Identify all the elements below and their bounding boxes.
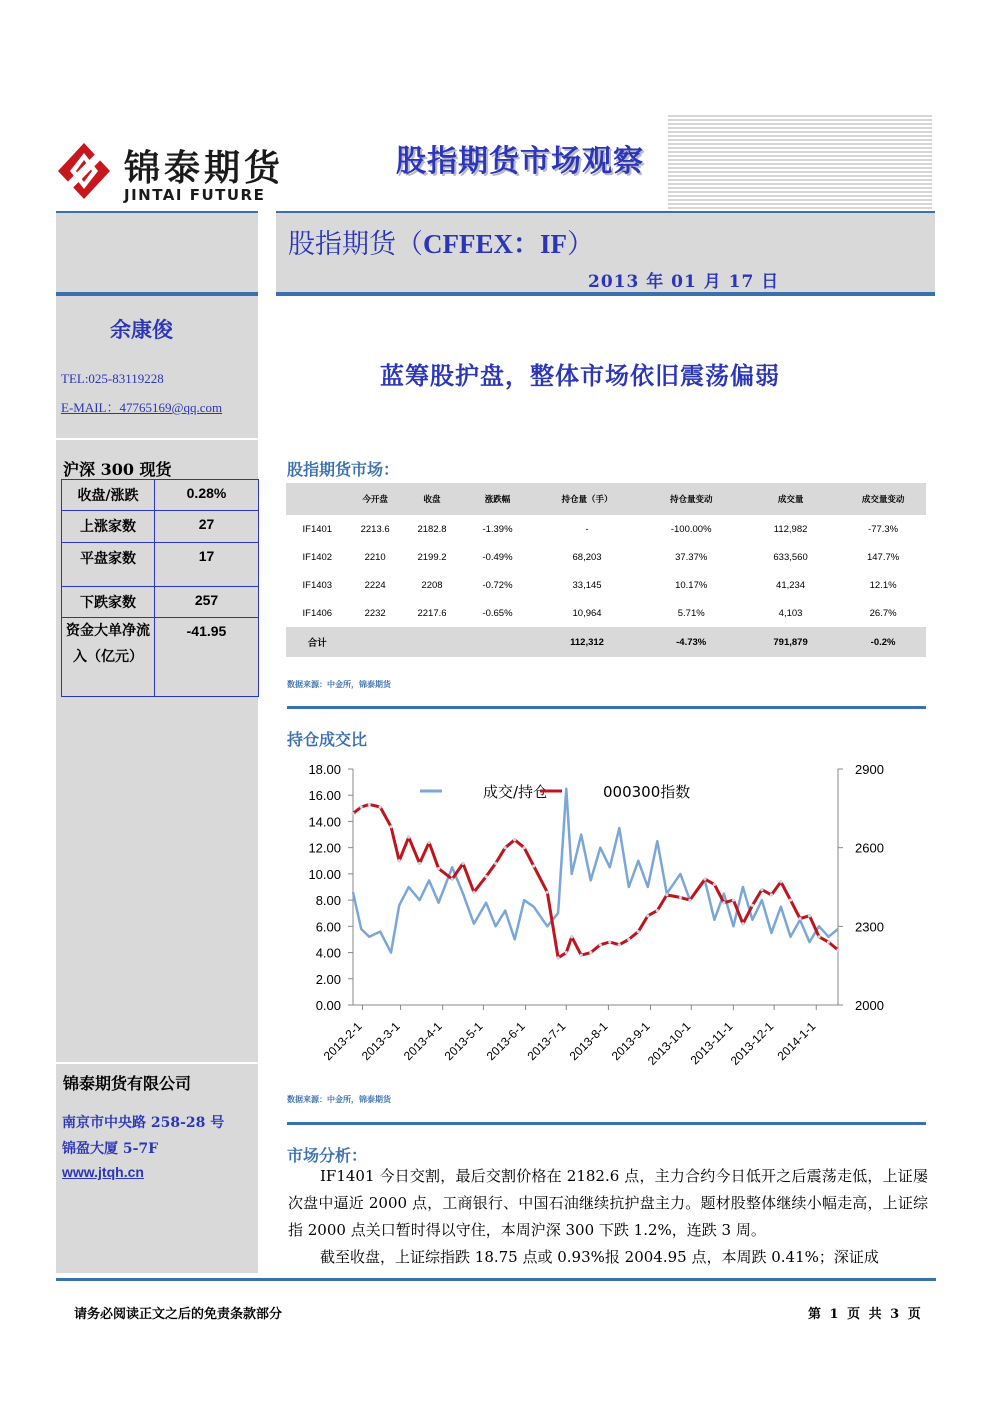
analysis-paragraph: 截至收盘，上证综指跌 18.75 点或 0.93%报 2004.95 点，本周跌 0.41%；深证成 [320, 1248, 879, 1266]
series-point-csi300 [827, 940, 830, 943]
series-point-csi300 [808, 914, 811, 917]
sidebar-rule [56, 292, 258, 296]
index-row [62, 618, 259, 697]
table-cell: 41,234 [776, 579, 806, 591]
futures-section-title: 股指期货市场： [287, 460, 400, 479]
subtitle-prefix: 股指期货（ [288, 229, 423, 260]
futures-table [286, 483, 926, 657]
table-total-row [286, 627, 926, 657]
table-cell [349, 627, 402, 657]
logo-english-name: JINTAI FUTURE [124, 186, 266, 204]
author-phone: TEL:025-83119228 [61, 371, 164, 386]
analysis-body [288, 1163, 928, 1271]
series-point-csi300 [557, 956, 560, 959]
decorative-stripes [668, 115, 932, 210]
logo-chinese-name: 锦泰期货 [124, 148, 285, 189]
sidebar-separator-lower [56, 1062, 258, 1064]
company-address-line1: 南京市中央路 258-28 号 [62, 1115, 225, 1131]
series-point-csi300 [817, 935, 820, 938]
report-title: 股指期货市场观察 [396, 144, 644, 179]
table-cell: 12.1% [869, 579, 897, 591]
index-row [62, 587, 259, 618]
table-cell: 68,203 [572, 551, 602, 563]
table-cell: -4.73% [641, 627, 741, 657]
section-rule [287, 706, 926, 709]
series-point-csi300 [688, 899, 691, 902]
y-left-tick-label: 10.00 [308, 866, 341, 882]
series-point-csi300 [437, 867, 440, 870]
series-point-csi300 [494, 862, 497, 865]
series-point-csi300 [472, 891, 475, 894]
series-point-csi300 [461, 862, 464, 865]
table-cell: -0.72% [482, 579, 513, 591]
x-tick-label: 2013-3-1 [358, 1019, 403, 1064]
table-cell [462, 627, 532, 657]
legend-label: 成交/持仓 [483, 783, 549, 801]
author-email-link[interactable]: E-MAIL：47765169@qq.com [61, 400, 223, 415]
index-stats-table [61, 479, 259, 697]
series-point-csi300 [760, 888, 763, 891]
y-left-tick-label: 16.00 [308, 788, 341, 804]
sidebar-top-rule [56, 211, 258, 213]
series-point-csi300 [646, 914, 649, 917]
table-cell: 2210 [364, 551, 386, 563]
table-cell: IF1403 [302, 579, 333, 591]
series-point-csi300 [407, 836, 410, 839]
index-value: -41.95 [155, 618, 259, 697]
table-cell: - [585, 523, 589, 535]
index-label: 平盘家数 [62, 543, 155, 587]
series-point-csi300 [608, 940, 611, 943]
company-logo-icon [58, 143, 110, 199]
table-cell: 合计 [286, 627, 349, 657]
y-left-tick-label: 12.00 [308, 840, 341, 856]
table-cell: 2208 [421, 579, 443, 591]
series-line-volume-ratio [353, 789, 838, 953]
col-header: 今开盘 [349, 483, 402, 515]
series-point-csi300 [836, 948, 839, 951]
x-tick-label: 2013-8-1 [566, 1019, 611, 1064]
table-cell: 10,964 [572, 607, 602, 619]
table-row [286, 571, 926, 599]
y-right-tick-label: 2300 [855, 919, 884, 935]
index-row [62, 543, 259, 587]
series-point-csi300 [504, 846, 507, 849]
series-point-csi300 [379, 805, 382, 808]
x-tick-label: 2013-11-1 [687, 1019, 736, 1068]
x-tick-label: 2013-9-1 [608, 1019, 653, 1064]
table-cell: 37.37% [675, 551, 708, 563]
subtitle-suffix: ） [567, 229, 594, 260]
company-website-link[interactable]: www.jtqh.cn [62, 1164, 144, 1180]
series-point-csi300 [565, 951, 568, 954]
y-left-tick-label: 18.00 [308, 762, 341, 777]
x-tick-label: 2013-12-1 [727, 1019, 777, 1068]
company-name: 锦泰期货有限公司 [63, 1074, 192, 1093]
company-address-line2: 锦盈大厦 5-7F [62, 1141, 159, 1157]
x-tick-label: 2013-5-1 [441, 1019, 486, 1064]
y-left-tick-label: 14.00 [308, 814, 341, 830]
index-value: 17 [155, 543, 259, 587]
table-cell: -0.49% [482, 551, 513, 563]
sidebar-separator [56, 438, 258, 440]
series-point-csi300 [618, 943, 621, 946]
series-point-csi300 [637, 930, 640, 933]
series-point-csi300 [570, 935, 573, 938]
table-cell: 2199.2 [417, 551, 447, 563]
series-point-csi300 [532, 864, 535, 867]
series-point-csi300 [389, 825, 392, 828]
table-cell: -0.65% [482, 607, 513, 619]
col-header: 持仓量变动 [641, 483, 741, 515]
col-header [286, 483, 349, 515]
table-cell: IF1402 [302, 551, 333, 563]
table-cell: -0.2% [840, 627, 926, 657]
series-point-csi300 [789, 899, 792, 902]
series-point-csi300 [679, 896, 682, 899]
series-point-csi300 [513, 838, 516, 841]
table-cell: -1.39% [482, 523, 513, 535]
table-cell [402, 627, 463, 657]
y-left-tick-label: 0.00 [315, 998, 341, 1013]
series-line-csi300 [353, 804, 838, 957]
index-row [62, 511, 259, 543]
position-volume-chart [276, 752, 936, 1082]
series-point-csi300 [713, 883, 716, 886]
series-point-csi300 [485, 875, 488, 878]
series-point-csi300 [627, 938, 630, 941]
table-cell: 26.7% [869, 607, 897, 619]
futures-data-source: 数据来源：中金所，锦泰期货 [287, 679, 391, 689]
series-point-csi300 [398, 859, 401, 862]
series-point-csi300 [741, 922, 744, 925]
table-cell: 33,145 [572, 579, 602, 591]
table-row [286, 543, 926, 571]
x-tick-label: 2013-2-1 [320, 1019, 365, 1064]
series-point-csi300 [580, 954, 583, 957]
series-point-csi300 [665, 893, 668, 896]
index-label: 上涨家数 [62, 511, 155, 543]
analysis-paragraph: IF1401 今日交割，最后交割价格在 2182.6 点，主力合约今日低开之后震荡走低，上证屡次盘中逼近 2000 点，工商银行、中国石油继续抗护盘主力。题材股整体继续小幅走高，上证综指 2000 点关口暂时得以守住，本周沪深 300 下跌 1.2%，连跌 3 周。 [288, 1167, 928, 1239]
y-right-tick-label: 2000 [855, 998, 884, 1013]
table-cell: 112,312 [533, 627, 642, 657]
report-date: 2013 年 01 月 17 日 [588, 272, 780, 292]
col-header: 成交量 [741, 483, 840, 515]
index-value: 0.28% [155, 480, 259, 511]
y-left-tick-label: 4.00 [315, 945, 341, 961]
series-point-csi300 [418, 862, 421, 865]
table-row [286, 599, 926, 627]
subtitle-code: CFFEX：IF [423, 229, 567, 259]
author-name: 余康俊 [110, 317, 173, 342]
footer-rule [56, 1278, 936, 1281]
chart-section-title: 持仓成交比 [287, 730, 368, 749]
table-cell: 2217.6 [417, 607, 447, 619]
table-cell: 112,982 [773, 523, 808, 535]
table-row [286, 515, 926, 543]
table-cell: 2232 [364, 607, 386, 619]
section-rule-2 [287, 1122, 926, 1125]
series-point-csi300 [546, 891, 549, 894]
table-cell: 5.71% [677, 607, 705, 619]
series-point-csi300 [589, 951, 592, 954]
col-header: 收盘 [402, 483, 463, 515]
footer-disclaimer: 请务必阅读正文之后的免责条款部分 [74, 1307, 283, 1322]
index-value: 257 [155, 587, 259, 618]
index-value: 27 [155, 511, 259, 543]
series-point-csi300 [798, 917, 801, 920]
x-tick-label: 2014-1-1 [774, 1019, 819, 1064]
series-point-csi300 [599, 943, 602, 946]
table-cell: 4,103 [778, 607, 803, 619]
table-cell: 2224 [364, 579, 386, 591]
series-point-csi300 [351, 812, 354, 815]
series-point-csi300 [770, 893, 773, 896]
legend-label: 000300指数 [603, 783, 691, 801]
index-label: 收盘/涨跌 [62, 480, 155, 511]
headline: 蓝筹股护盘，整体市场依旧震荡偏弱 [380, 361, 780, 390]
series-point-csi300 [751, 904, 754, 907]
x-tick-label: 2013-6-1 [483, 1019, 528, 1064]
header-top-rule [276, 211, 935, 213]
series-point-csi300 [451, 878, 454, 881]
x-tick-label: 2013-10-1 [644, 1019, 694, 1068]
table-cell: IF1401 [302, 523, 333, 535]
col-header: 持仓量（手） [533, 483, 642, 515]
series-point-csi300 [722, 901, 725, 904]
index-label: 资金大单净流入（亿元） [62, 618, 155, 697]
table-cell: 2213.6 [360, 523, 390, 535]
chart-data-source: 数据来源：中金所，锦泰期货 [287, 1094, 391, 1104]
table-cell: 633,560 [773, 551, 808, 563]
y-right-tick-label: 2900 [855, 762, 884, 777]
futures-table-header [286, 483, 926, 515]
table-cell: -77.3% [868, 523, 899, 535]
x-tick-label: 2013-4-1 [400, 1019, 445, 1064]
series-point-csi300 [779, 880, 782, 883]
y-right-tick-label: 2600 [855, 840, 884, 856]
analysis-section-title: 市场分析： [287, 1146, 368, 1165]
series-point-csi300 [523, 846, 526, 849]
table-cell: -100.00% [670, 523, 712, 535]
y-left-tick-label: 6.00 [315, 919, 341, 935]
footer-page-info: 第 1 页 共 3 页 [808, 1307, 921, 1322]
col-header: 成交量变动 [840, 483, 926, 515]
index-label: 下跌家数 [62, 587, 155, 618]
series-point-csi300 [427, 841, 430, 844]
series-point-csi300 [368, 803, 371, 806]
product-subtitle [288, 222, 594, 261]
y-left-tick-label: 8.00 [315, 893, 341, 909]
index-row [62, 480, 259, 511]
header-bottom-rule [276, 292, 935, 296]
table-cell: 2182.8 [417, 523, 447, 535]
series-point-csi300 [360, 805, 363, 808]
series-point-csi300 [656, 909, 659, 912]
index-table-title: 沪深 300 现货 [63, 460, 172, 479]
table-cell: IF1406 [302, 607, 333, 619]
series-point-csi300 [732, 899, 735, 902]
table-cell: 147.7% [866, 551, 900, 563]
x-tick-label: 2013-7-1 [524, 1019, 569, 1064]
y-left-tick-label: 2.00 [315, 971, 341, 987]
table-cell: 791,879 [741, 627, 840, 657]
table-cell: 10.17% [675, 579, 708, 591]
col-header: 涨跌幅 [462, 483, 532, 515]
series-point-csi300 [703, 878, 706, 881]
